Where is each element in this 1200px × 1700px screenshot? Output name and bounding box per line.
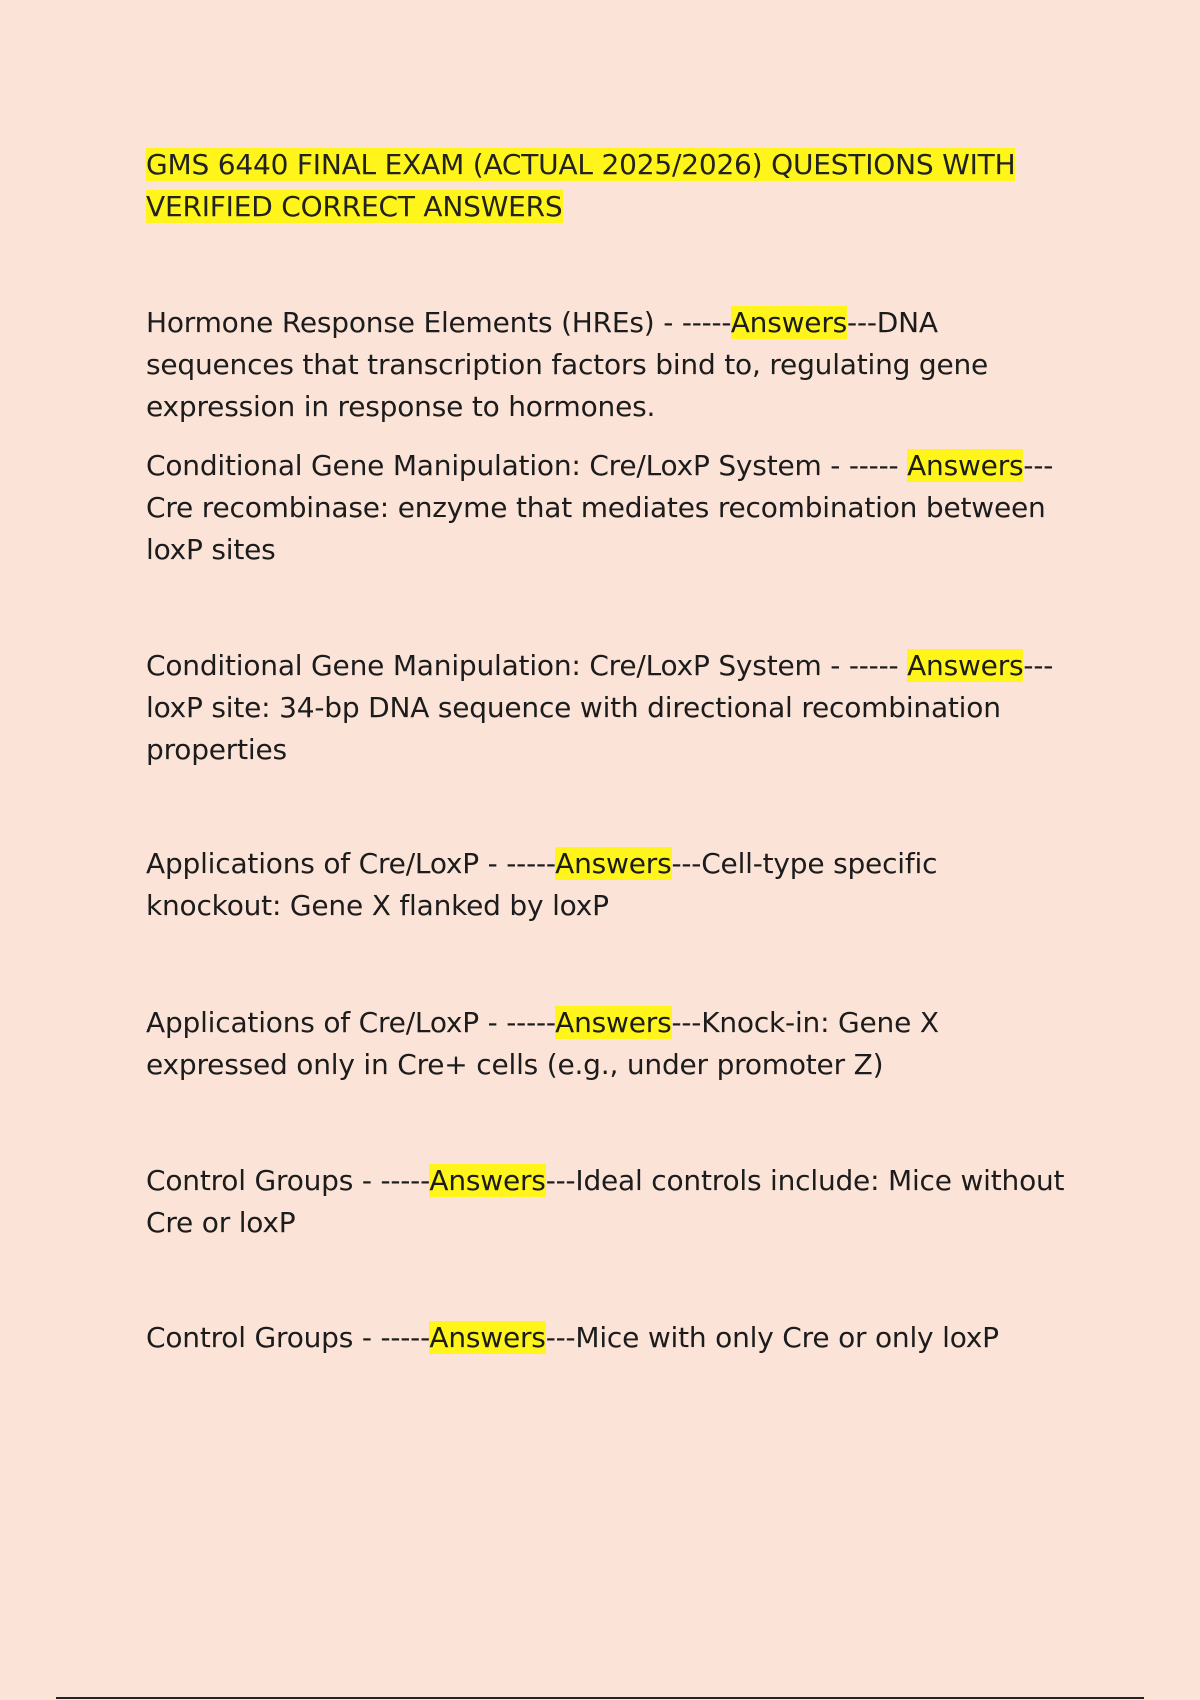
qa-entry	[146, 1002, 1076, 1086]
qa-entry	[146, 302, 1076, 428]
document-title	[146, 144, 1096, 228]
qa-entry	[146, 1317, 1076, 1359]
entry-answer: ---Ideal controls include: Mice without Cre or loxP	[146, 1164, 1065, 1239]
entry-answer: ---Cell-type specific knockout: Gene X flanked by loxP	[146, 847, 938, 922]
qa-entry	[146, 445, 1076, 571]
entry-term: Applications of Cre/LoxP - -----	[146, 1006, 556, 1039]
answers-label: Answers	[555, 847, 672, 880]
answers-label: Answers	[429, 1164, 546, 1197]
entry-answer: ---loxP site: 34-bp DNA sequence with directional recombination properties	[146, 649, 1054, 766]
entry-term: Control Groups - -----	[146, 1321, 430, 1354]
qa-entry	[146, 1160, 1076, 1244]
page-bottom-rule	[56, 1697, 1144, 1699]
entry-term: Applications of Cre/LoxP - -----	[146, 847, 556, 880]
entry-term: Control Groups - -----	[146, 1164, 430, 1197]
entry-term: Conditional Gene Manipulation: Cre/LoxP System - -----	[146, 649, 908, 682]
answers-label: Answers	[907, 449, 1024, 482]
entry-answer: ---Cre recombinase: enzyme that mediates recombination between loxP sites	[146, 449, 1054, 566]
entry-term: Hormone Response Elements (HREs) - -----	[146, 306, 731, 339]
answers-label: Answers	[429, 1321, 546, 1354]
entry-term: Conditional Gene Manipulation: Cre/LoxP System - -----	[146, 449, 908, 482]
qa-entry	[146, 843, 1076, 927]
entry-answer: ---DNA sequences that transcription factors bind to, regulating gene expression in response to hormones.	[146, 306, 989, 423]
answers-label: Answers	[730, 306, 848, 339]
entry-answer: ---Knock-in: Gene X expressed only in Cre+ cells (e.g., under promoter Z)	[146, 1006, 939, 1081]
entry-answer: ---Mice with only Cre or only loxP	[545, 1321, 999, 1354]
title-highlight: GMS 6440 FINAL EXAM (ACTUAL 2025/2026) QUESTIONS WITH VERIFIED CORRECT ANSWERS	[146, 148, 1016, 223]
qa-entry	[146, 645, 1076, 771]
answers-label: Answers	[555, 1006, 672, 1039]
answers-label: Answers	[907, 649, 1024, 682]
